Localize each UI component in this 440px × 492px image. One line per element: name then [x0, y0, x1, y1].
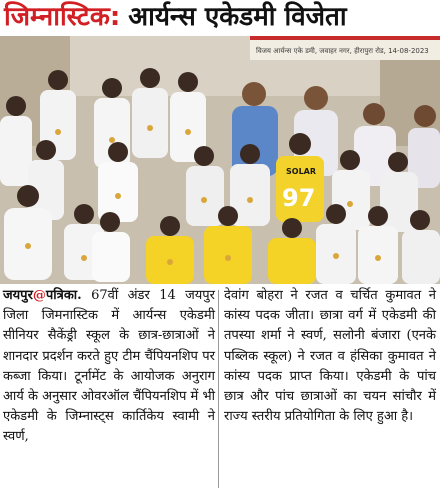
headline	[0, 0, 440, 34]
headline-topic: जिम्नास्टिक:	[4, 2, 121, 32]
dateline-separator: @	[32, 288, 46, 303]
article-text-left: 67वीं अंडर 14 जयपुर जिला जिमनास्टिक में आर्यन्स एकेडमी सीनियर सैकेंड्री स्कूल के छात्र-छात्राओं ने शानदार प्रदर्शन करते हुए टीम चैंपियनशिप पर कब्जा किया। टूर्नामेंट के आयोजक अनुराग आर्य के अनुसार ओवरऑल चैंपियनशिप में भी एकेडमी के जिम्नास्ट्स कार्तिकेय स्वामी ने स्वर्ण,	[3, 288, 215, 445]
headline-title: आर्यन्स एकेडमी विजेता	[128, 2, 347, 32]
article-text-right: देवांग बोहरा ने रजत व चर्चित कुमावत ने कांस्य पदक जीता। छात्रा वर्ग में एकेडमी की तपस्या शर्मा ने स्वर्ण, सलोनी बंजारा (एनके पब्लिक स्कूल) ने रजत व हंसिका कुमावत ने कांस्य पदक प्राप्त किया। एकेडमी के पांच छात्र और पांच छात्राओं का चयन सांचौर में राज्य स्तरीय प्रतियोगिता के लिए हुआ है।	[224, 288, 436, 425]
article-column-left	[3, 286, 215, 448]
jersey-number: 97	[282, 184, 316, 212]
column-divider	[218, 290, 219, 488]
banner-text: विजय आर्यन्स एके डमी, जवाहर नगर, हीरापुरा रोड, 14-08-2023	[256, 47, 429, 55]
article-body	[0, 286, 440, 492]
dateline-paper: पत्रिका.	[45, 288, 82, 303]
jersey-text: SOLAR	[286, 167, 317, 176]
team-photo	[0, 36, 440, 284]
dateline	[3, 288, 82, 303]
article-column-right	[224, 286, 436, 427]
dateline-city: जयपुर	[3, 288, 33, 303]
